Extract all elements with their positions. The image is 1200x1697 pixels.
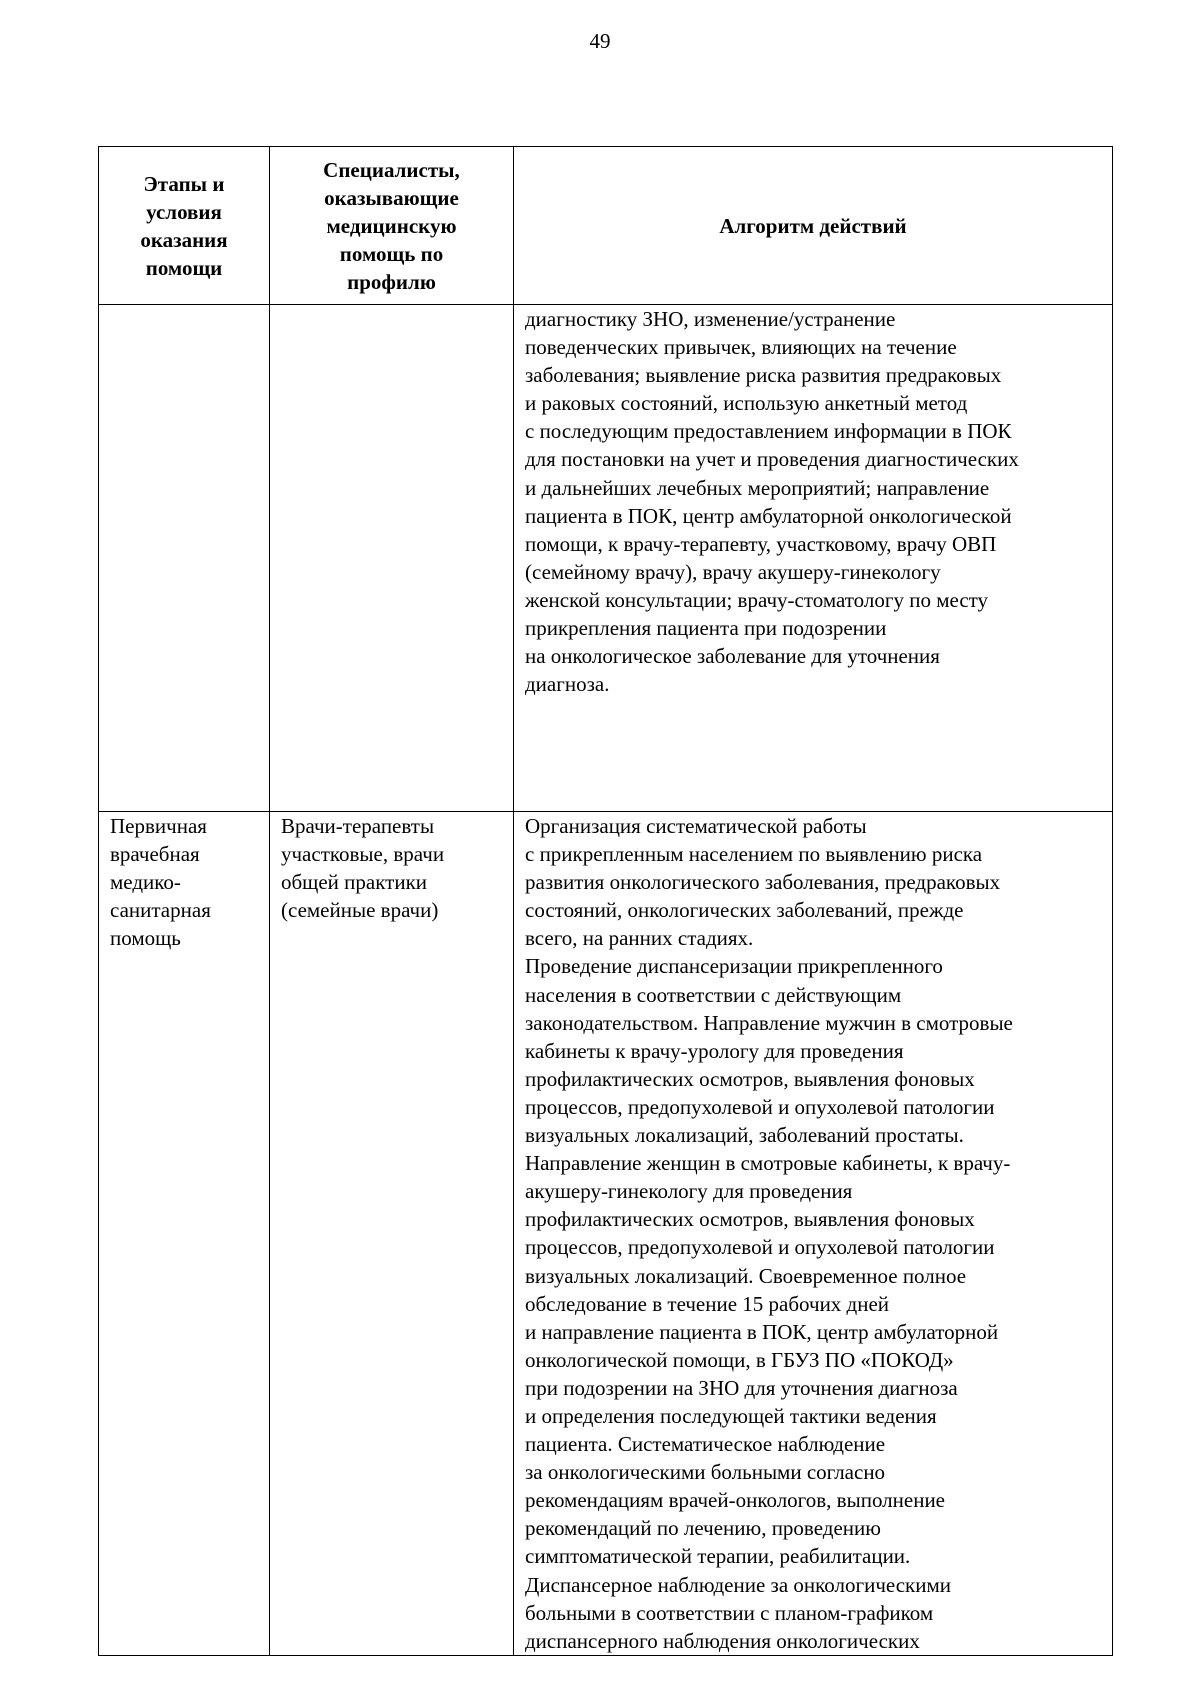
text-line: заболевания; выявление риска развития предраковых (525, 363, 1002, 388)
text-line: медицинскую (326, 213, 457, 238)
text-line: прикрепления пациента при подозрении (525, 616, 887, 641)
text-line: профилактических осмотров, выявления фоновых (525, 1066, 975, 1091)
text-line: профилю (347, 269, 436, 294)
cell-specialists (270, 305, 514, 812)
text-line: оказывающие (324, 185, 459, 210)
text-line: и дальнейших лечебных мероприятий; направление (525, 475, 990, 500)
text-line: и определения последующей тактики ведения (525, 1403, 937, 1428)
text-line: Проведение диспансеризации прикрепленного (525, 954, 943, 979)
text-line: и раковых состояний, использую анкетный метод (525, 391, 968, 416)
text-line: (семейные врачи) (281, 898, 439, 923)
cell-algorithm (514, 812, 1113, 1656)
text-line: кабинеты к врачу-урологу для проведения (525, 1038, 904, 1063)
text-line: за онкологическими больными согласно (525, 1460, 886, 1485)
table-row (99, 305, 1113, 812)
text-line: медико- (110, 870, 181, 895)
text-line: общей практики (281, 870, 428, 895)
cell-stage (99, 812, 270, 1656)
cell-specialists (270, 812, 514, 1656)
text-line: помощь по (339, 241, 444, 266)
text-line: процессов, предопухолевой и опухолевой патологии (525, 1235, 995, 1260)
text-line: симптоматической терапии, реабилитации. (525, 1544, 911, 1569)
header-algorithm (514, 147, 1113, 305)
text-line: для постановки на учет и проведения диагностических (525, 447, 1019, 472)
text-line: обследование в течение 15 рабочих дней (525, 1291, 890, 1316)
text-line: санитарная (110, 898, 211, 923)
text-line: визуальных локализаций, заболеваний простаты. (525, 1123, 964, 1148)
text-line: с прикрепленным населением по выявлению риска (525, 842, 983, 867)
text-line: населения в соответствии с действующим (525, 982, 902, 1007)
text-line: при подозрении на ЗНО для уточнения диагноза (525, 1375, 958, 1400)
text-line: помощь (110, 926, 181, 951)
text-line: врачебная (110, 842, 200, 867)
text-line: помощи, к врачу-терапевту, участковому, врачу ОВП (525, 531, 997, 556)
text-line: оказания (140, 227, 228, 252)
text-line: Алгоритм действий (719, 213, 907, 238)
text-line: Диспансерное наблюдение за онкологическими (525, 1572, 952, 1597)
text-line: пациента в ПОК, центр амбулаторной онкологической (525, 503, 1012, 528)
text-line: на онкологическое заболевание для уточнения (525, 644, 940, 669)
text-line: и направление пациента в ПОК, центр амбулаторной (525, 1319, 999, 1344)
text-line: рекомендациям врачей-онкологов, выполнение (525, 1488, 945, 1513)
cell-algorithm (514, 305, 1113, 812)
text-line: участковые, врачи (281, 842, 445, 867)
text-line: женской консультации; врачу-стоматологу по месту (525, 587, 989, 612)
table-row (99, 812, 1113, 1656)
text-line: Организация систематической работы (525, 814, 867, 838)
text-line: визуальных локализаций. Своевременное полное (525, 1263, 967, 1288)
text-line: диспансерного наблюдения онкологических (525, 1628, 920, 1653)
text-line: рекомендаций по лечению, проведению (525, 1516, 881, 1541)
text-line: условия (146, 199, 222, 224)
text-line: Специалисты, (323, 157, 460, 182)
text-line: диагноза. (525, 672, 610, 697)
text-line: законодательством. Направление мужчин в смотровые (525, 1010, 1013, 1035)
text-line: всего, на ранних стадиях. (525, 926, 754, 951)
text-line: онкологической помощи, в ГБУЗ ПО «ПОКОД» (525, 1347, 954, 1372)
text-line: развития онкологического заболевания, предраковых (525, 870, 1001, 895)
text-line: Этапы и (143, 171, 225, 196)
text-line: больными в соответствии с планом-графиком (525, 1600, 934, 1625)
text-line: с последующим предоставлением информации в ПОК (525, 419, 1012, 444)
table-header-row (99, 147, 1113, 305)
text-line: помощи (145, 255, 223, 280)
text-line: состояний, онкологических заболеваний, прежде (525, 898, 964, 923)
text-line: Первичная (110, 814, 207, 838)
text-line: (семейному врачу), врачу акушеру-гинекологу (525, 559, 941, 584)
text-line: профилактических осмотров, выявления фоновых (525, 1207, 975, 1232)
page-number: 49 (589, 29, 611, 53)
text-line: Направление женщин в смотровые кабинеты, к врачу- (525, 1151, 1011, 1176)
algorithm-table (98, 146, 1113, 1656)
text-line: поведенческих привычек, влияющих на течение (525, 335, 957, 360)
header-specialists (270, 147, 514, 305)
text-line: акушеру-гинекологу для проведения (525, 1179, 853, 1204)
text-line: процессов, предопухолевой и опухолевой патологии (525, 1094, 995, 1119)
cell-stage (99, 305, 270, 812)
header-stages (99, 147, 270, 305)
text-line: диагностику ЗНО, изменение/устранение (525, 307, 896, 331)
text-line: Врачи-терапевты (281, 814, 435, 838)
text-line: пациента. Систематическое наблюдение (525, 1432, 886, 1457)
